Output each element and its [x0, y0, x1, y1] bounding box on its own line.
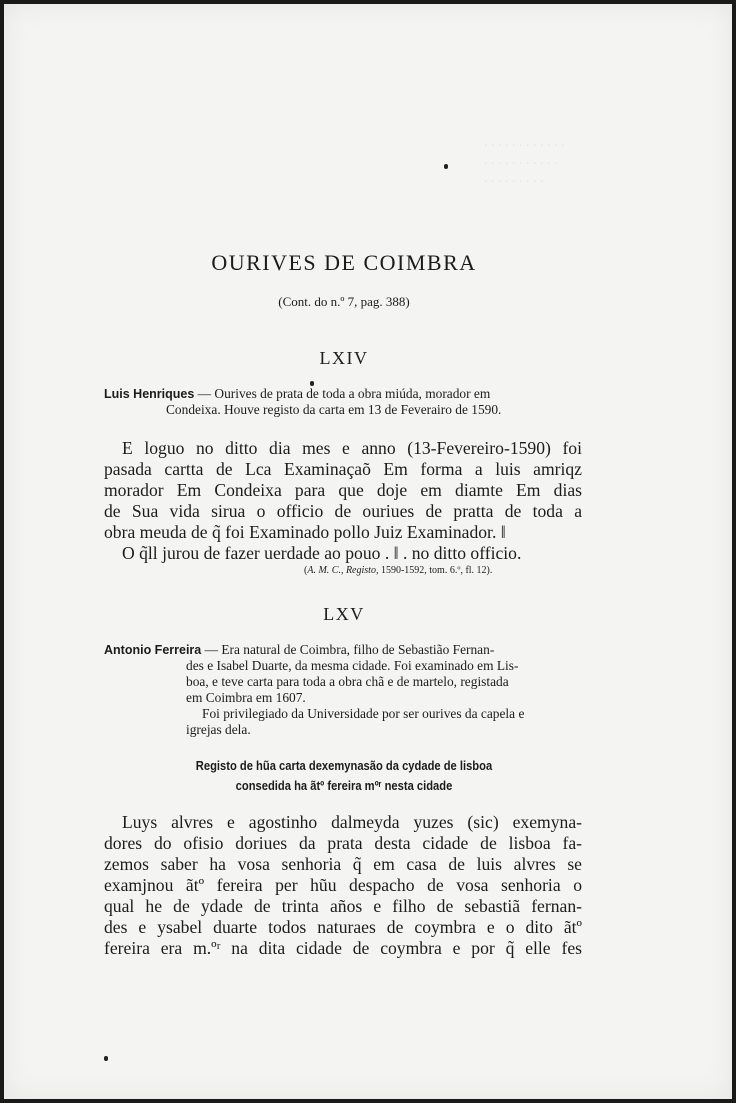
text-line: des e ysabel duarte todos naturaes de coymbra e o dito ãtº	[104, 917, 582, 937]
page-subtitle: (Cont. do n.º 7, pag. 388)	[278, 294, 410, 309]
text-line: E loguo no ditto dia mes e anno (13-Fevereiro-1590) foi	[122, 438, 582, 458]
section-numeral: LXV	[323, 604, 365, 624]
entry-line: Condeixa. Houve registo da carta em 13 de Feverairo de 1590.	[166, 402, 502, 417]
entry-line: Antonio Ferreira — Era natural de Coimbra, filho de Sebastião Fernan-	[104, 642, 495, 657]
entry-block	[104, 642, 584, 738]
text-line: zemos saber ha vosa senhoria q̃ em casa de luis alvres se	[104, 854, 582, 874]
text-line: qual he de ydade de trinta años e filho de sebastiã fernan-	[104, 896, 582, 916]
entry-block	[104, 386, 584, 418]
section-numeral: LXIV	[319, 348, 369, 368]
text-line: Luys alvres e agostinho dalmeyda yuzes (sic) exemyna-	[122, 812, 582, 832]
entry-name: Antonio Ferreira	[104, 643, 202, 657]
show-through: . . . . . . . . . . . . . . . . . . . . . . . . . . . . . . . .	[484, 135, 565, 186]
text-line: O q̃ll jurou de fazer uerdade ao pouo . ‖ . no ditto officio.	[122, 543, 522, 563]
text-line: obra meuda de q̃ foi Examinado pollo Juiz Examinador. ‖	[104, 522, 506, 542]
text-line: fereira era m.ºʳ na dita cidade de coymbra e por q̃ elle fes	[104, 938, 582, 958]
entry-line: igrejas dela.	[186, 722, 251, 737]
text-line: morador Em Condeixa para que doje em diamte Em dias	[104, 480, 582, 500]
text-line: examjnou ãtº fereira per hũu despacho de vosa senhoria o	[104, 875, 582, 895]
entry-line: boa, e teve carta para toda a obra chã e de martelo, registada	[186, 674, 509, 689]
entry-line: em Coimbra em 1607.	[186, 690, 306, 705]
text-line: de Sua vida sirua o officio de ouriues de pratta de toda a	[104, 501, 582, 521]
document-transcription	[104, 812, 582, 959]
document-page	[4, 4, 732, 1099]
register-heading-line: Registo de hũa carta dexemynasão da cydade de lisboa	[195, 758, 493, 773]
citation: (A. M. C., Registo, 1590-1592, tom. 6.º, fl. 12).	[304, 565, 493, 576]
entry-line: Foi privilegiado da Universidade por ser ourives da capela e	[202, 706, 525, 721]
ink-speck	[444, 164, 448, 169]
register-heading-line: consedida ha ãtº fereira mºʳ nesta cidade	[235, 778, 453, 793]
ink-speck	[104, 1056, 108, 1061]
text-line: pasada cartta de Lca Examinaçaõ Em forma a luis amriqz	[104, 459, 582, 479]
text-line: dores do ofisio doriues da prata desta cidade de lisboa fa-	[104, 833, 582, 853]
entry-line: des e Isabel Duarte, da mesma cidade. Foi examinado em Lis-	[186, 658, 519, 673]
page-title: OURIVES DE COIMBRA	[211, 250, 477, 275]
register-heading	[52, 756, 637, 796]
entry-name: Luis Henriques	[104, 387, 195, 401]
entry-line: Luis Henriques — Ourives de prata de toda a obra miúda, morador em	[104, 386, 491, 401]
document-transcription	[104, 438, 582, 564]
